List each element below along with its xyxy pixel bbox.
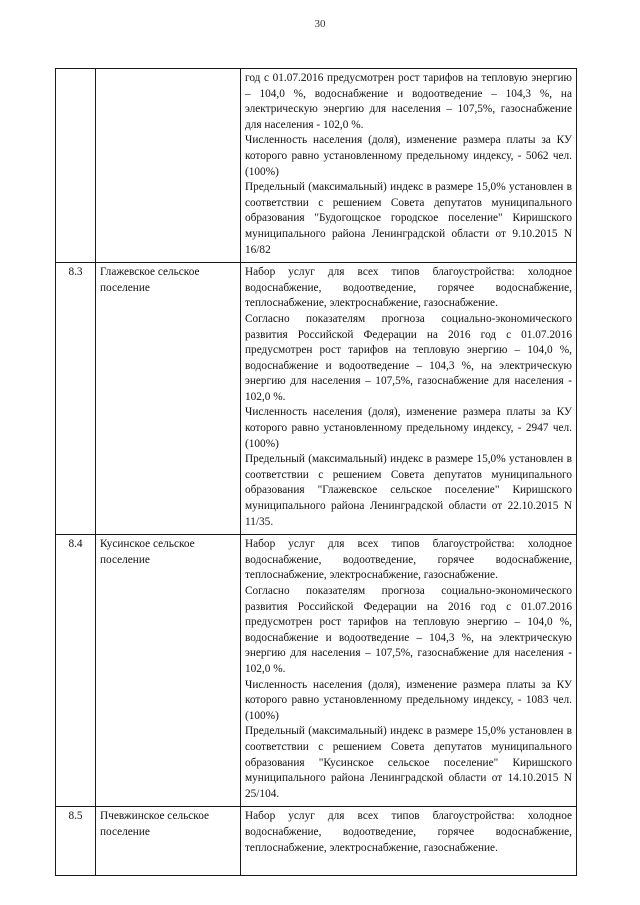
paragraph: Набор услуг для всех типов благоустройства: холодное водоснабжение, водоотведение, горячее водоснабжение, теплоснабжение, электроснабжение, газоснабжение. bbox=[245, 810, 572, 854]
settlement-name bbox=[96, 69, 241, 263]
paragraph: Численность населения (доля), изменение размера платы за КУ которого равно установленному предельному индексу, - 5062 чел. (100%) bbox=[245, 134, 572, 178]
row-description bbox=[241, 807, 577, 876]
paragraph: Согласно показателям прогноза социально-экономического развития Российской Федерации на 2016 год с 01.07.2016 предусмотрен рост тарифов на тепловую энергию – 104,0 %, водоснабжение и водоотведение – 104,3 %, на электрическую энергию для населения – 107,5%, газоснабжение для населения - 102,0 %. bbox=[245, 585, 572, 675]
paragraph: Набор услуг для всех типов благоустройства: холодное водоснабжение, водоотведение, горячее водоснабжение, теплоснабжение, электроснабжение, газоснабжение. bbox=[245, 266, 572, 310]
settlements-table bbox=[55, 68, 577, 876]
row-number: 8.4 bbox=[56, 535, 96, 807]
paragraph: Численность населения (доля), изменение размера платы за КУ которого равно установленному предельному индексу, - 2947 чел. (100%) bbox=[245, 406, 572, 450]
table-row bbox=[56, 69, 577, 263]
page-number: 30 bbox=[314, 18, 326, 30]
paragraph: Численность населения (доля), изменение размера платы за КУ которого равно установленному предельному индексу, - 1083 чел. (100%) bbox=[245, 678, 572, 722]
paragraph: Предельный (максимальный) индекс в размере 15,0% установлен в соответствии с решением Совета депутатов муниципального образования "Будогощское городское поселение" Киришского муниципального района Ленинградской области от 9.10.2015 N 16/82 bbox=[245, 181, 572, 256]
row-description bbox=[241, 263, 577, 535]
table-row bbox=[56, 535, 577, 807]
settlement-name: Глажевское сельское поселение bbox=[96, 263, 241, 535]
row-description bbox=[241, 535, 577, 807]
paragraph: Предельный (максимальный) индекс в размере 15,0% установлен в соответствии с решением Совета депутатов муниципального образования "Кусинское сельское поселение" Киришского муниципального района Ленинградской области от 14.10.2015 N 25/104. bbox=[245, 725, 572, 800]
row-number: 8.5 bbox=[56, 807, 96, 876]
row-number bbox=[56, 69, 96, 263]
paragraph: год с 01.07.2016 предусмотрен рост тарифов на тепловую энергию – 104,0 %, водоснабжение и водоотведение – 104,3 %, на электрическую энергию для населения – 107,5%, газоснабжение для населения - 102,0 %. bbox=[245, 72, 572, 131]
paragraph: Согласно показателям прогноза социально-экономического развития Российской Федерации на 2016 год с 01.07.2016 предусмотрен рост тарифов на тепловую энергию – 104,0 %, водоснабжение и водоотведение – 104,3 %, на электрическую энергию для населения – 107,5%, газоснабжение для населения - 102,0 %. bbox=[245, 312, 572, 403]
table-row bbox=[56, 807, 577, 876]
row-number: 8.3 bbox=[56, 263, 96, 535]
settlement-name: Кусинское сельское поселение bbox=[96, 535, 241, 807]
paragraph: Набор услуг для всех типов благоустройства: холодное водоснабжение, водоотведение, горячее водоснабжение, теплоснабжение, электроснабжение, газоснабжение. bbox=[245, 538, 572, 582]
row-description bbox=[241, 69, 577, 263]
settlement-name: Пчевжинское сельское поселение bbox=[96, 807, 241, 876]
table-row bbox=[56, 263, 577, 535]
paragraph: Предельный (максимальный) индекс в размере 15,0% установлен в соответствии с решением Совета депутатов муниципального образования "Глажевское сельское поселение" Киришского муниципального района Ленинградской области от 22.10.2015 N 11/35. bbox=[245, 453, 572, 528]
